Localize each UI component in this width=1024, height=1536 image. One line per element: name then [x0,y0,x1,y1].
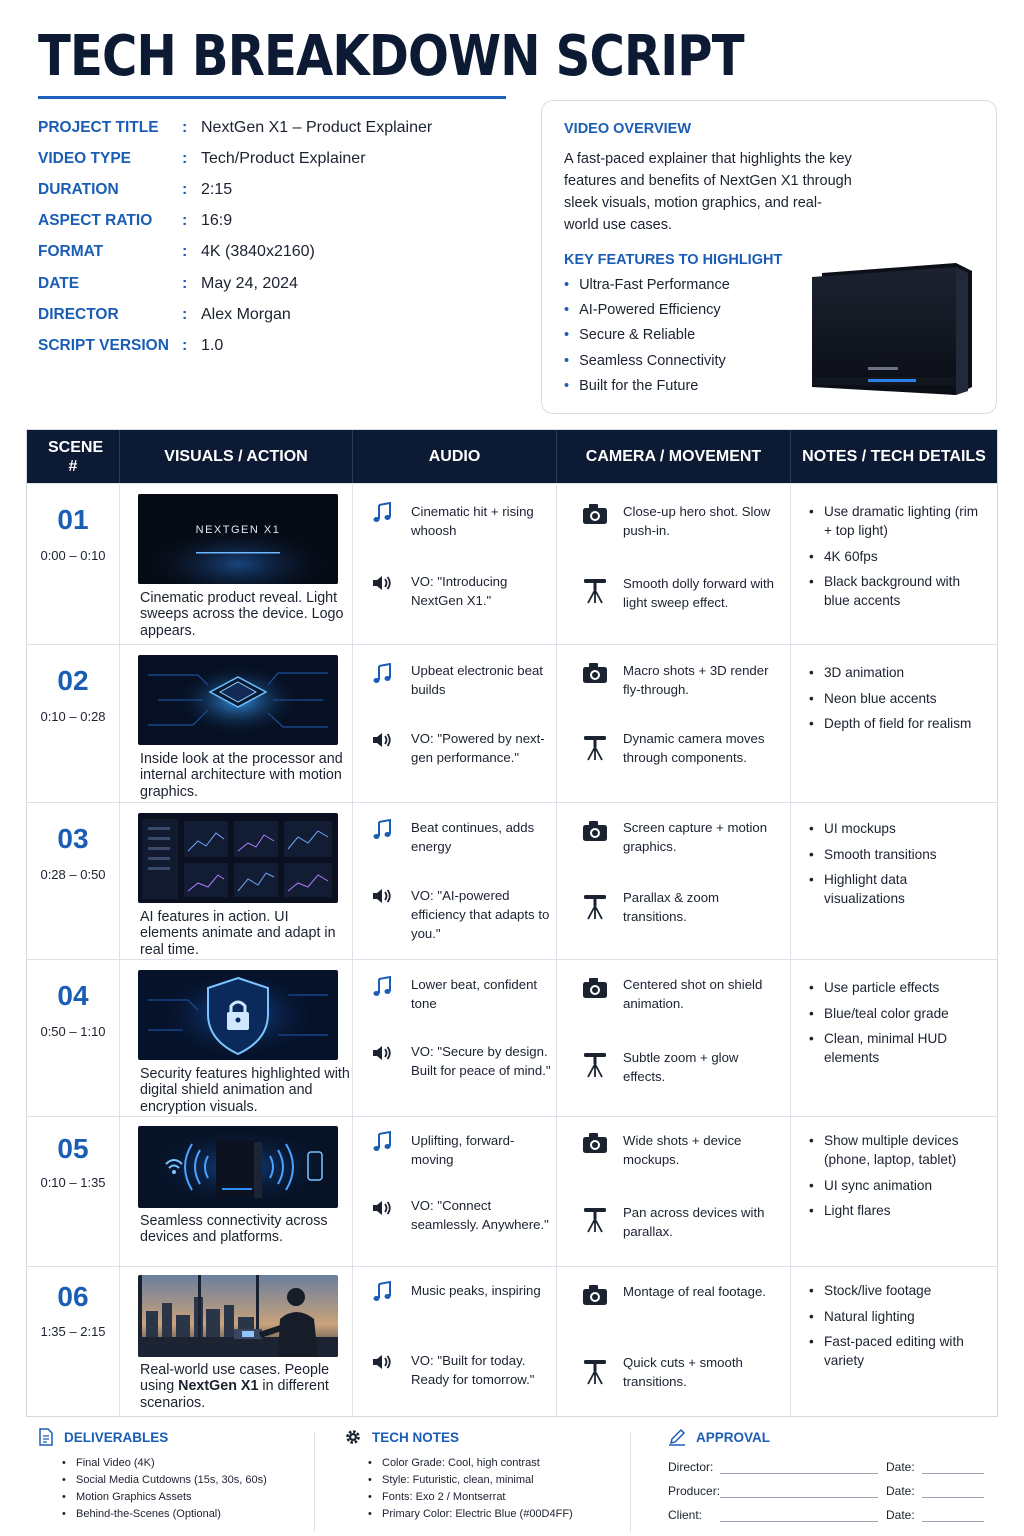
tripod-icon [581,733,609,761]
meta-colon: : [182,274,188,292]
tech-notes-list [368,1455,624,1523]
notes-list [809,1131,989,1227]
meta-key: FORMAT [38,243,104,261]
visual-description: Seamless connectivity across devices and platforms. [140,1213,328,1246]
list-item: • Fast-paced editing with variety [809,1332,989,1370]
visual-cell [120,1117,353,1266]
table-row [27,1116,997,1266]
notes-cell [791,484,997,644]
list-item: • Light flares [809,1201,989,1220]
meta-row [38,112,518,143]
approval-heading-row [668,1428,984,1446]
table-row [27,959,997,1116]
audio-music: Cinematic hit + rising whoosh [411,504,534,538]
date-line[interactable] [922,1510,984,1522]
audio-cell [353,1267,557,1416]
visual-cell [120,960,353,1116]
list-item: • Final Video (4K) [62,1455,308,1472]
column-header: CAMERA / MOVEMENT [557,430,791,483]
list-item: • Social Media Cutdowns (15s, 30s, 60s) [62,1472,308,1489]
meta-key: DATE [38,274,80,292]
list-item: • Use dramatic lighting (rim + top light) [809,502,989,540]
approval-label: Producer: [668,1484,721,1498]
list-item: • Stock/live footage [809,1281,989,1300]
tripod-icon [581,1357,609,1385]
camera-movement: Parallax & zoom transitions. [623,890,720,924]
video-overview-card [541,100,997,414]
overview-text: A fast-paced explainer that highlights the key features and benefits of NextGen X1 through sleek visuals, motion graphics, and real-world use cases. [564,151,852,233]
list-item: • UI sync animation [809,1176,989,1195]
scene-cell [27,1267,120,1416]
camera-icon [581,974,609,1002]
camera-icon [581,500,609,528]
visual-cell [120,645,353,802]
product-name: NextGen X1 [178,1378,259,1395]
notes-cell [791,1267,997,1416]
tech-notes-heading-row [344,1428,624,1446]
table-row [27,644,997,802]
scene-cell [27,1117,120,1266]
camera-cell [557,484,791,644]
audio-music: Lower beat, confident tone [411,977,538,1011]
meta-key: DURATION [38,180,119,198]
tripod-icon [581,1205,609,1233]
key-features-heading: KEY FEATURES TO HIGHLIGHT [564,252,783,268]
audio-cell [353,484,557,644]
meta-colon: : [182,243,188,261]
signature-line[interactable] [720,1462,878,1474]
tech-notes-heading: TECH NOTES [372,1429,460,1445]
list-item: • Show multiple devices (phone, laptop, tablet) [809,1131,989,1169]
signature-line[interactable] [720,1486,878,1498]
notes-list [809,502,989,617]
notes-cell [791,803,997,959]
tripod-icon [581,892,609,920]
deliverables-list [62,1455,308,1523]
list-item: • Primary Color: Electric Blue (#00D4FF) [368,1506,624,1523]
scene-cell [27,645,120,802]
list-item: • Neon blue accents [809,689,989,708]
title-underline [38,96,506,99]
camera-cell [557,1267,791,1416]
list-item: • Blue/teal color grade [809,1004,989,1023]
camera-shot: Centered shot on shield animation. [623,977,763,1011]
audio-voiceover: VO: "Secure by design. Built for peace of mind." [411,1044,551,1078]
audio-voiceover: VO: "Built for today. Ready for tomorrow." [411,1353,535,1387]
list-item: • Highlight data visualizations [809,870,989,908]
meta-colon: : [182,118,188,136]
audio-cell [353,1117,557,1266]
audio-cell [353,960,557,1116]
approval-section [668,1428,984,1522]
camera-icon [581,659,609,687]
notes-list [809,819,989,915]
table-row [27,1266,997,1416]
meta-key: SCRIPT VERSION [38,336,169,354]
overview-heading: VIDEO OVERVIEW [564,121,692,137]
scene-cell [27,484,120,644]
meta-value: 1.0 [201,336,224,354]
list-item: • Natural lighting [809,1307,989,1326]
list-item: • Depth of field for realism [809,714,989,733]
audio-voiceover: VO: "AI-powered efficiency that adapts to you." [411,888,550,941]
list-item: • AI-Powered Efficiency [564,298,730,323]
notes-cell [791,1117,997,1266]
approval-heading: APPROVAL [696,1429,771,1445]
audio-music: Beat continues, adds energy [411,820,535,854]
meta-colon: : [182,180,188,198]
meta-row [38,206,518,237]
list-item: • Black background with blue accents [809,572,989,610]
meta-value: 16:9 [201,212,233,230]
meta-row [38,174,518,205]
date-label: Date: [886,1508,915,1522]
camera-shot: Macro shots + 3D render fly-through. [623,663,769,697]
list-item: • Ultra-Fast Performance [564,273,730,298]
list-item: • Fonts: Exo 2 / Montserrat [368,1489,624,1506]
camera-cell [557,645,791,802]
meta-value: 4K (3840x2160) [201,243,315,261]
scene-time: 0:00 – 0:10 [40,548,106,563]
scene-cell [27,803,120,959]
audio-voiceover: VO: "Powered by next-gen performance." [411,731,545,765]
tech-notes-section [344,1428,624,1523]
speaker-icon [371,885,393,907]
key-features-list [564,273,730,399]
pen-icon [668,1428,686,1446]
visual-cell [120,484,353,644]
divider [630,1432,631,1532]
speaker-icon [371,572,393,594]
camera-cell [557,1117,791,1266]
date-label: Date: [886,1460,915,1474]
meta-colon: : [182,212,188,230]
visual-cell [120,1267,353,1416]
scene-number: 04 [57,980,89,1011]
table-header [27,430,997,483]
meta-value: 2:15 [201,180,233,198]
meta-row [38,143,518,174]
camera-shot: Montage of real footage. [623,1284,766,1299]
meta-row [38,268,518,299]
approval-label: Client: [668,1508,703,1522]
visual-cell [120,803,353,959]
meta-value: NextGen X1 – Product Explainer [201,118,433,136]
scene-number: 01 [57,504,89,535]
tripod-icon [581,576,609,604]
scene-time: 0:50 – 1:10 [40,1024,106,1039]
approval-label: Director: [668,1460,714,1474]
meta-colon: : [182,336,188,354]
scene-thumbnail [138,1275,338,1357]
approval-row [668,1474,984,1498]
music-note-icon [371,1281,393,1303]
speaker-icon [371,1351,393,1373]
visual-description: Inside look at the processor and internal architecture with motion graphics. [140,751,343,800]
camera-shot: Close-up hero shot. Slow push-in. [623,504,771,538]
list-item: • Behind-the-Scenes (Optional) [62,1506,308,1523]
meta-colon: : [182,305,188,323]
audio-music: Music peaks, inspiring [411,1283,541,1298]
camera-cell [557,803,791,959]
speaker-icon [371,1197,393,1219]
list-item: • Secure & Reliable [564,323,730,348]
approval-row [668,1450,984,1474]
speaker-icon [371,729,393,751]
thumbnail-logo: NEXTGEN X1 [195,524,281,536]
speaker-icon [371,1042,393,1064]
camera-icon [581,1129,609,1157]
audio-cell [353,803,557,959]
date-label: Date: [886,1484,915,1498]
music-note-icon [371,502,393,524]
visual-description [140,1362,350,1411]
list-item: • 3D animation [809,663,989,682]
audio-voiceover: VO: "Connect seamlessly. Anywhere." [411,1198,549,1232]
signature-line[interactable] [720,1510,878,1522]
column-header: NOTES / TECH DETAILS [802,448,986,465]
list-item: • Style: Futuristic, clean, minimal [368,1472,624,1489]
camera-movement: Dynamic camera moves through components. [623,731,765,765]
approval-rows [668,1450,984,1522]
notes-list [809,978,989,1074]
list-item: • Smooth transitions [809,845,989,864]
visual-description: Security features highlighted with digital shield animation and encryption visuals. [140,1066,350,1115]
scene-time: 0:10 – 1:35 [40,1175,106,1190]
deliverables-section [38,1428,308,1523]
scene-time: 0:10 – 0:28 [40,709,106,724]
divider [314,1432,315,1532]
meta-value: Alex Morgan [201,305,291,323]
scene-time: 0:28 – 0:50 [40,867,106,882]
camera-icon [581,817,609,845]
camera-movement: Pan across devices with parallax. [623,1205,765,1239]
notes-cell [791,960,997,1116]
music-note-icon [371,1131,393,1153]
deliverables-heading-row [38,1428,308,1446]
meta-row [38,237,518,268]
footer [26,1418,998,1536]
meta-key: DIRECTOR [38,305,119,323]
camera-icon [581,1281,609,1309]
music-note-icon [371,819,393,841]
camera-movement: Smooth dolly forward with light sweep effect. [623,576,774,610]
visual-text: in different scenarios. [140,1378,329,1411]
list-item: • UI mockups [809,819,989,838]
tripod-icon [581,1050,609,1078]
meta-colon: : [182,149,188,167]
audio-music: Uplifting, forward-moving [411,1133,515,1167]
project-meta [38,112,518,362]
scene-number: 03 [57,823,89,854]
meta-value: Tech/Product Explainer [201,149,366,167]
visual-text: Real-world use cases. People using [140,1362,330,1395]
document-icon [38,1428,54,1446]
scene-time: 1:35 – 2:15 [40,1324,106,1339]
notes-cell [791,645,997,802]
music-note-icon [371,663,393,685]
device-image [808,259,978,397]
camera-shot: Screen capture + motion graphics. [623,820,768,854]
list-item: • Color Grade: Cool, high contrast [368,1455,624,1472]
list-item: • Clean, minimal HUD elements [809,1029,989,1067]
camera-movement: Quick cuts + smooth transitions. [623,1355,743,1389]
meta-value: May 24, 2024 [201,274,298,292]
column-header: AUDIO [353,430,557,483]
deliverables-heading: DELIVERABLES [64,1429,169,1445]
date-line[interactable] [922,1486,984,1498]
header-label: SCENE # [48,438,104,475]
audio-voiceover: VO: "Introducing NextGen X1." [411,574,508,608]
visual-description: Cinematic product reveal. Light sweeps across the device. Logo appears. [140,590,344,639]
scene-thumbnail [138,970,338,1060]
approval-row [668,1498,984,1522]
list-item: • 4K 60fps [809,547,989,566]
list-item: • Use particle effects [809,978,989,997]
page-title: TECH BREAKDOWN SCRIPT [38,24,744,89]
table-row [27,483,997,644]
list-item: • Built for the Future [564,374,730,399]
scene-number: 05 [57,1133,89,1164]
scene-table [26,429,998,1417]
meta-key: ASPECT RATIO [38,212,153,230]
scene-thumbnail [138,1126,338,1208]
scene-thumbnail [138,494,338,584]
meta-key: VIDEO TYPE [38,149,132,167]
scene-thumbnail [138,813,338,903]
audio-music: Upbeat electronic beat builds [411,663,543,697]
list-item: • Motion Graphics Assets [62,1489,308,1506]
date-line[interactable] [922,1462,984,1474]
music-note-icon [371,976,393,998]
meta-row [38,299,518,330]
audio-cell [353,645,557,802]
column-header [27,430,120,483]
camera-cell [557,960,791,1116]
scene-number: 02 [57,665,89,696]
scene-number: 06 [57,1281,89,1312]
meta-row [38,330,518,361]
scene-cell [27,960,120,1116]
camera-movement: Subtle zoom + glow effects. [623,1050,739,1084]
list-item: • Seamless Connectivity [564,349,730,374]
table-row [27,802,997,959]
notes-list [809,663,989,740]
meta-key: PROJECT TITLE [38,118,159,136]
notes-list [809,1281,989,1377]
camera-shot: Wide shots + device mockups. [623,1133,742,1167]
visual-description: AI features in action. UI elements animate and adapt in real time. [140,909,336,958]
gear-icon [344,1428,362,1446]
scene-thumbnail [138,655,338,745]
column-header: VISUALS / ACTION [120,430,353,483]
